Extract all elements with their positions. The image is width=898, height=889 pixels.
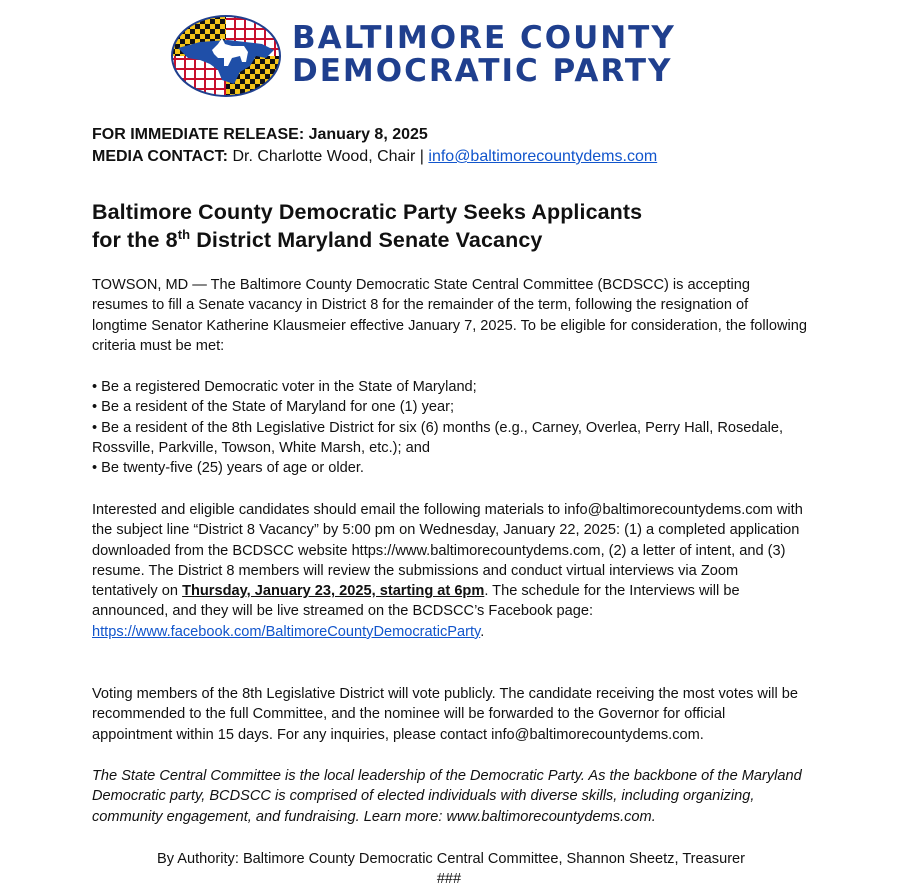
release-line — [92, 124, 657, 146]
contact-label: MEDIA CONTACT: — [92, 148, 228, 165]
instructions-paragraph — [92, 500, 807, 642]
facebook-link[interactable]: https://www.facebook.com/BaltimoreCountyDemocraticParty — [92, 623, 481, 640]
authority-line: By Authority: Baltimore County Democratic Central Committee, Shannon Sheetz, Treasurer — [156, 851, 746, 867]
intro-paragraph: TOWSON, MD — The Baltimore County Democratic State Central Committee (BCDSCC) is accepting resumes to fill a Senate vacancy in District 8 for the remainder of the term, following the resignation of longtime Senator Katherine Klausmeier effective January 7, 2025. To be eligible for consideration, the following criteria must be met: — [92, 277, 807, 354]
instructions-text-b: . The schedule for the Interviews will be announced, and they will be live streamed on the BCDSCC’s Facebook page: — [92, 583, 740, 620]
letterhead — [170, 14, 740, 100]
release-info — [92, 124, 657, 168]
contact-name: Dr. Charlotte Wood, Chair — [232, 148, 416, 165]
release-label: FOR IMMEDIATE RELEASE: — [92, 126, 305, 143]
about-paragraph: The State Central Committee is the local leadership of the Democratic Party. As the backbone of the Maryland Democratic party, BCDSCC is comprised of elected individuals with diverse skills, including organizing, community engagement, and fundraising. Learn more: www.baltimorecountydems.com. — [92, 768, 802, 825]
contact-email-link[interactable]: info@baltimorecountydems.com — [428, 148, 658, 165]
headline-line2 — [92, 226, 642, 254]
headline-superscript: th — [177, 226, 191, 242]
maryland-donkey-logo-icon — [170, 14, 282, 98]
criteria-item: • Be twenty-five (25) years of age or older. — [92, 460, 364, 477]
contact-line — [92, 146, 657, 168]
headline — [92, 198, 642, 254]
criteria-item: • Be a resident of the 8th Legislative District for six (6) months (e.g., Carney, Overlea, Perry Hall, Rosedale, Rossville, Parkville, Towson, White Marsh, etc.); and — [92, 419, 784, 456]
org-name-line2: DEMOCRATIC PARTY — [292, 53, 673, 89]
criteria-item: • Be a resident of the State of Maryland for one (1) year; — [92, 399, 455, 416]
headline-line2-post: District Maryland Senate Vacancy — [196, 228, 543, 252]
criteria-list — [92, 377, 807, 478]
headline-line2-pre: for the 8 — [92, 228, 178, 252]
end-mark: ### — [436, 871, 462, 887]
instructions-text-a: Interested and eligible candidates should email the following materials to info@baltimorecountydems.com with the subject line “District 8 Vacancy” by 5:00 pm on Wednesday, January 22, 2025: (1) a completed application downloaded from the BCDSCC website https://www.baltimorecountydems.com, (2) a letter of intent, and (3) resume. The District 8 members will review the submissions and conduct virtual interviews via Zoom tentatively on — [92, 502, 803, 600]
criteria-item: • Be a registered Democratic voter in the State of Maryland; — [92, 379, 477, 395]
instructions-end: . — [480, 623, 485, 640]
org-name-line1: BALTIMORE COUNTY — [292, 20, 676, 56]
voting-paragraph: Voting members of the 8th Legislative District will vote publicly. The candidate receiving the most votes will be recommended to the full Committee, and the nominee will be forwarded to the Governor for official appointment within 15 days. For any inquiries, please contact info@baltimorecountydems.com. — [92, 686, 798, 743]
release-date: January 8, 2025 — [308, 126, 428, 143]
interview-date: Thursday, January 23, 2025, starting at 6pm — [182, 583, 485, 600]
org-name — [292, 22, 676, 88]
contact-separator: | — [419, 148, 424, 165]
headline-line1: Baltimore County Democratic Party Seeks Applicants — [92, 200, 643, 224]
